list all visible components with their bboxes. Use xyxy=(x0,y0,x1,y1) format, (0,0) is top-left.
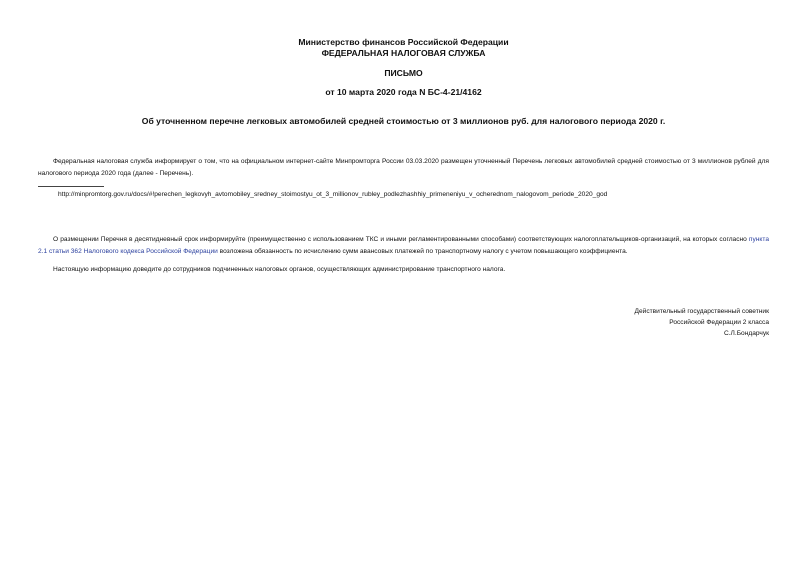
paragraph-closing: Настоящую информацию доведите до сотрудников подчиненных налоговых органов, осуществляющих администрирование транспортного налога. xyxy=(53,266,506,273)
tax-code-link[interactable]: пункта 2.1 статьи 362 Налогового кодекса Российской Федерации xyxy=(38,236,769,255)
paragraph-intro-text: Федеральная налоговая служба информирует о том, что на официальном интернет-сайте Минпромторга России 03.03.2020 размещен уточненный Перечень легковых автомобилей средней стоимостью от 3 миллионов рублей для налогового периода 2020 года xyxy=(38,158,769,177)
document-title: Об уточненном перечне легковых автомобилей средней стоимостью от 3 миллионов руб. для налогового периода 2020 г. xyxy=(141,116,666,126)
paragraph-instruction-text: О размещении Перечня в десятидневный срок информируйте (преимущественно с использованием ТКС и иными регламентированными способами) соответствующих налогоплательщиков-организаций, на которых согласно xyxy=(53,236,749,243)
signatory-title-line2: Российской Федерации 2 класса xyxy=(669,319,769,326)
document-type: ПИСЬМО xyxy=(384,68,423,78)
ministry-name: Министерство финансов Российской Федерации xyxy=(298,37,509,47)
signatory-name: С.Л.Бондарчук xyxy=(723,330,769,337)
service-name: ФЕДЕРАЛЬНАЯ НАЛОГОВАЯ СЛУЖБА xyxy=(321,48,486,58)
paragraph-intro xyxy=(38,156,769,179)
paragraph-instruction-tail: возложена обязанность по исчислению сумм авансовых платежей по транспортному налогу с учетом повышающего коэффициента. xyxy=(217,247,628,255)
paragraph-instruction xyxy=(38,234,769,257)
signatory-title-line1: Действительный государственный советник xyxy=(634,308,769,315)
paragraph-intro-tail: (далее - Перечень). xyxy=(130,169,194,177)
footnote-url[interactable]: http://minpromtorg.gov.ru/docs/#!perechen_legkovyh_avtomobiley_sredney_stoimostyu_ot_3_millionov_rubley_podlezhashhiy_primeneniyu_v_ocherednom_nalogovom_periode_2020_god xyxy=(58,191,608,198)
footnote-divider xyxy=(38,186,104,187)
document-date-number: от 10 марта 2020 года N БС-4-21/4162 xyxy=(325,87,482,97)
